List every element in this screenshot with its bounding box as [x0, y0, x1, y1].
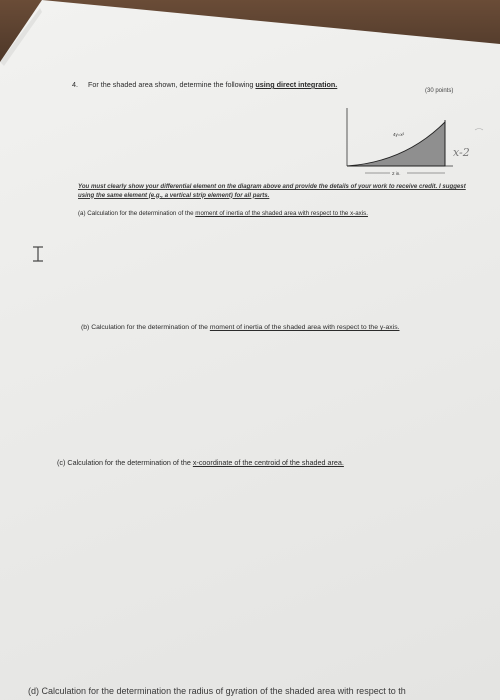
question-text: For the shaded area shown, determine the following	[88, 80, 254, 89]
shaded-region	[347, 122, 445, 166]
part-b-topic: moment of inertia of the shaded area with respect to the y-axis.	[209, 324, 400, 331]
part-c-topic: x-coordinate of the centroid of the shaded area.	[192, 458, 344, 467]
part-b-prompt	[81, 324, 400, 331]
curve-equation-label: 4y=x²	[393, 132, 405, 137]
question-method: using direct integration.	[255, 80, 338, 89]
part-c-prompt	[57, 458, 344, 467]
question-heading	[72, 80, 337, 89]
part-b-prefix: (b) Calculation for the determination of the	[81, 324, 208, 331]
part-a-prompt	[78, 210, 368, 217]
part-a-topic: moment of inertia of the shaded area with respect to the x-axis.	[195, 210, 368, 217]
text-cursor-icon	[30, 246, 46, 262]
question-number: 4.	[72, 80, 78, 89]
pencil-mark	[475, 129, 483, 131]
instruction-text: You must clearly show your differential element on the diagram above and provide the details of your work to receive credit. I suggest using the same element (e.g., a vertical strip element) for all parts.	[78, 183, 466, 199]
shaded-area-diagram	[335, 100, 495, 180]
part-a-prefix: (a) Calculation for the determination of the	[78, 210, 194, 217]
base-dimension-label: 2 in.	[392, 171, 401, 176]
points-label: (30 points)	[425, 88, 454, 94]
part-d-prompt: (d) Calculation for the determination the radius of gyration of the shaded area with respect to th	[28, 686, 406, 696]
part-c-prefix: (c) Calculation for the determination of the	[57, 458, 191, 467]
handwritten-note: x-2	[453, 146, 470, 159]
